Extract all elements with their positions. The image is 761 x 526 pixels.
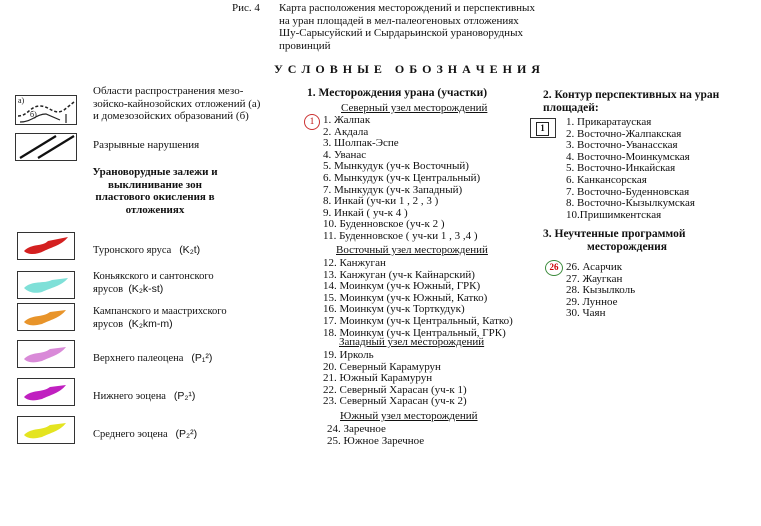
- swatch-code: (P₂²): [175, 428, 198, 440]
- ore-heading-line: выклинивание зон: [108, 178, 202, 191]
- ore-body-icon: [18, 379, 74, 405]
- list-item: 8. Восточно-Кызылкумская: [566, 197, 695, 210]
- list-item: 16. Моинкум (уч-к Торткудук): [323, 303, 465, 316]
- ore-body-icon: [18, 304, 74, 330]
- swatch-label-text: Среднего эоцена: [93, 429, 168, 440]
- list-item: 3. Шолпак-Эспе: [323, 137, 399, 150]
- figure-title: [279, 2, 535, 52]
- area-symbol: [15, 95, 77, 125]
- list-item: 2. Восточно-Жалпакская: [566, 127, 682, 140]
- swatch-label-upper-paleocene: [93, 352, 212, 365]
- areas-label-line: Области распространения мезо-: [93, 85, 244, 97]
- swatch-code: (K₂km-m): [128, 318, 173, 330]
- list-item: 9. Инкай ( уч-к 4 ): [323, 206, 408, 219]
- group-list-north: [323, 115, 480, 243]
- list-item: 1. Жалпак: [323, 114, 371, 126]
- faults-label: Разрывные нарушения: [93, 139, 200, 151]
- swatch-label-text: Кампанского и маастрихского: [93, 306, 227, 317]
- list-item: 2. Акдала: [323, 125, 369, 138]
- figure-title-line: провинций: [279, 39, 331, 52]
- list-item: 7. Восточно-Буденновская: [566, 185, 690, 198]
- swatch-label-text: Нижнего эоцена: [93, 391, 166, 402]
- list-item: 28. Кызылколь: [566, 284, 636, 297]
- list-item: 27. Жаугкан: [566, 272, 623, 285]
- list-item: 22. Северный Харасан (уч-к 1): [323, 383, 467, 396]
- figure-title-line: на уран площадей в мел-палеогеновых отложениях: [279, 14, 519, 27]
- area-boundary-icon: [16, 96, 76, 124]
- swatch-label-middle-eocene: [93, 428, 197, 441]
- section2-title-line: площадей:: [543, 101, 599, 114]
- ore-body-icon: [18, 417, 74, 443]
- swatch-label-coniacian: [93, 270, 214, 296]
- list-item: 8. Инкай (уч-ки 1 , 2 , 3 ): [323, 195, 439, 208]
- swatch-code: (K₂t): [179, 244, 201, 256]
- swatch-code: (K₂k-st): [128, 283, 164, 295]
- list-item: 10. Буденновское (уч-к 2 ): [323, 218, 445, 231]
- ore-heading: [70, 166, 240, 216]
- list-item: 1. Прикаратауская: [566, 116, 652, 128]
- section2-list: [566, 117, 695, 221]
- group-title-west: Западный узел месторождений: [339, 336, 485, 348]
- contour-marker-label: 1: [536, 122, 549, 136]
- fault-symbol: [15, 133, 77, 161]
- swatch-code: (P₁²): [191, 352, 213, 364]
- group-title-east: Восточный узел месторождений: [336, 244, 488, 256]
- swatch-code: (P₂¹): [173, 390, 196, 402]
- list-item: 26. Асарчик: [566, 261, 623, 273]
- list-item: 5. Мынкудук (уч-к Восточный): [323, 160, 469, 173]
- list-item: 11. Буденновское ( уч-ки 1 , 3 ,4 ): [323, 229, 478, 242]
- list-item: 21. Южный Карамурун: [323, 372, 433, 385]
- ore-heading-line: Урановорудные залежи и: [92, 166, 218, 178]
- swatch-label-campanian: [93, 305, 227, 331]
- list-item: 6. Мынкудук (уч-к Центральный): [323, 171, 481, 184]
- section3-list: [566, 262, 635, 320]
- unaccounted-deposit-marker-icon: 26: [545, 260, 563, 276]
- ore-heading-line: пластового окисления в: [95, 191, 215, 203]
- section3-title-line: месторождения: [587, 240, 668, 253]
- legend-heading: У С Л О В Н Ы Е О Б О З Н А Ч Е Н И Я: [274, 62, 541, 76]
- list-item: 4. Уванас: [323, 148, 367, 161]
- swatch-label-turonian: [93, 244, 200, 257]
- group-list-east: [323, 258, 513, 339]
- list-item: 12. Канжуган: [323, 257, 386, 269]
- list-item: 23. Северный Харасан (уч-к 2): [323, 395, 467, 408]
- list-item: 30. Чаян: [566, 307, 606, 320]
- list-item: 18. Моинкум (уч-к Центральный, ГРК): [323, 326, 506, 339]
- group-list-south: [327, 424, 424, 447]
- swatch-label-text: ярусов: [93, 319, 124, 330]
- list-item: 15. Моинкум (уч-к Южный, Катко): [323, 291, 488, 304]
- swatch-label-text: Коньякского и сантонского: [93, 271, 214, 282]
- list-item: 20. Северный Карамурун: [323, 360, 441, 373]
- section3-title: [543, 228, 686, 253]
- ore-body-icon: [18, 272, 74, 298]
- figure-title-line: Шу-Сарысуйский и Сырдарьинской урановорудных: [279, 27, 523, 39]
- swatch-turonian: [17, 232, 75, 260]
- section2-title: [543, 89, 719, 114]
- list-item: 10.Пришимкентская: [566, 208, 662, 221]
- swatch-label-text: Туронского яруса: [93, 245, 172, 256]
- figure-title-line: Карта расположения месторождений и перспективных: [279, 2, 535, 14]
- section1-title: 1. Месторождения урана (участки): [307, 87, 488, 99]
- list-item: 29. Лунное: [566, 295, 618, 308]
- swatch-middle-eocene: [17, 416, 75, 444]
- section3-title-line: 3. Неучтенные программой: [543, 228, 686, 240]
- list-item: 6. Канкансорская: [566, 173, 647, 186]
- list-item: 17. Моинкум (уч-к Центральный, Катко): [323, 314, 513, 327]
- ore-body-icon: [18, 341, 74, 367]
- swatch-label-lower-eocene: [93, 390, 195, 403]
- area-mark-a: а): [18, 96, 25, 105]
- group-title-north: Северный узел месторождений: [341, 102, 488, 114]
- fault-line-icon: [16, 134, 76, 160]
- areas-label-line: и домезозойских образований (б): [93, 110, 249, 122]
- list-item: 25. Южное Заречное: [327, 434, 425, 447]
- figure-number: Рис. 4: [232, 2, 260, 14]
- area-mark-b: б): [30, 110, 37, 119]
- section2-title-line: 2. Контур перспективных на уран: [543, 89, 720, 101]
- list-item: 5. Восточно-Инкайская: [566, 162, 676, 175]
- list-item: 19. Ирколь: [323, 349, 374, 361]
- swatch-label-text: ярусов: [93, 284, 124, 295]
- swatch-label-text: Верхнего палеоцена: [93, 353, 184, 364]
- list-item: 4. Восточно-Моинкумская: [566, 150, 690, 163]
- deposit-marker-icon: 1: [304, 114, 320, 130]
- swatch-lower-eocene: [17, 378, 75, 406]
- group-list-west: [323, 350, 467, 408]
- list-item: 3. Восточно-Уванасская: [566, 139, 678, 152]
- areas-label: [93, 85, 260, 123]
- ore-heading-line: отложениях: [125, 203, 185, 216]
- swatch-coniacian: [17, 271, 75, 299]
- list-item: 13. Канжуган (уч-к Кайнарский): [323, 268, 475, 281]
- group-title-south: Южный узел месторождений: [340, 410, 478, 422]
- swatch-campanian: [17, 303, 75, 331]
- list-item: 14. Моинкум (уч-к Южный, ГРК): [323, 280, 481, 293]
- list-item: 7. Мынкудук (уч-к Западный): [323, 183, 463, 196]
- areas-label-line: зойско-кайнозойских отложений (а): [93, 97, 261, 110]
- swatch-upper-paleocene: [17, 340, 75, 368]
- contour-marker-icon: [530, 118, 556, 138]
- list-item: 24. Заречное: [327, 423, 386, 435]
- ore-body-icon: [18, 233, 74, 259]
